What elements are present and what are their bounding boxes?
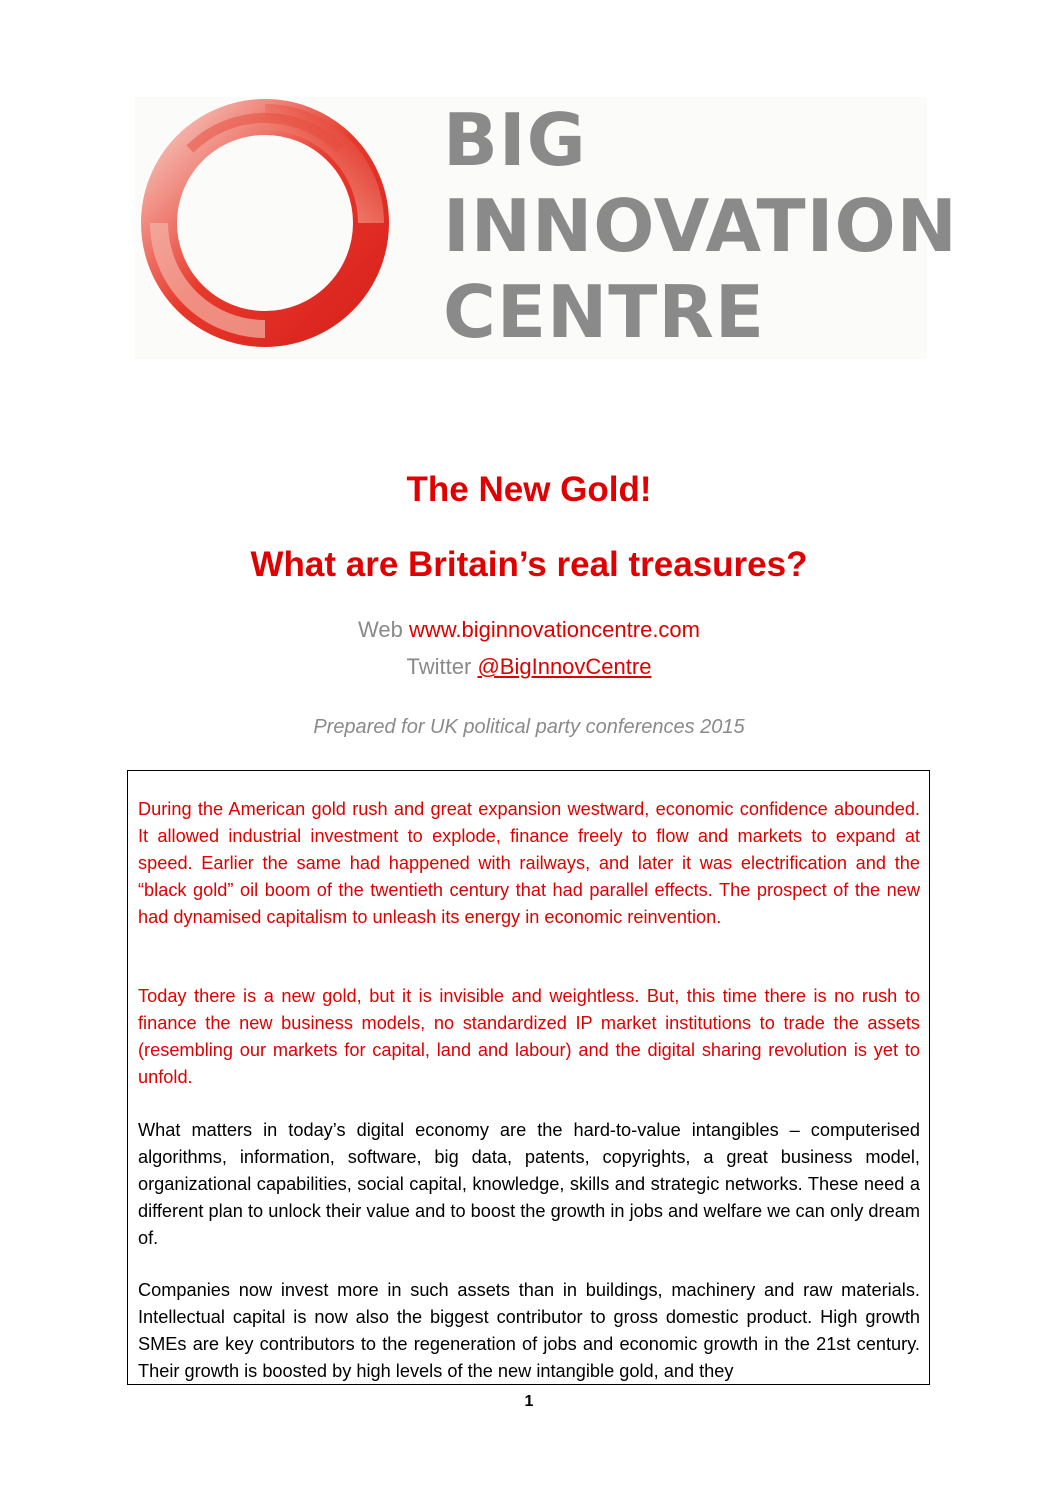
contact-web [0,617,1058,643]
web-url-link[interactable]: www.biginnovationcentre.com [408,617,700,642]
twitter-handle-link[interactable]: @BigInnovCentre [477,654,652,679]
logo-line-innovation: INNOVATION [443,184,958,268]
contact-twitter [0,654,1058,680]
summary-box [127,770,930,1385]
logo-wordmark [443,97,958,355]
title-line-1: The New Gold! [406,470,652,509]
title-line-2: What are Britain’s real treasures? [250,545,808,584]
logo [135,97,958,359]
web-label: Web [357,617,403,642]
summary-paragraph-3: What matters in today’s digital economy are the hard-to-value intangibles – computerised algorithms, information, software, big data, patents, copyrights, a great business model, organizational capabilities, social capital, knowledge, skills and strategic networks. These need a different plan to unlock their value and to boost the growth in jobs and welfare we can only dream of. [138,1120,920,1248]
twitter-label: Twitter [406,654,472,679]
logo-line-big: BIG [443,98,587,182]
logo-line-centre: CENTRE [443,270,766,354]
summary-paragraph-1: During the American gold rush and great expansion westward, economic confidence abounded. It allowed industrial investment to explode, finance freely to flow and markets to expand at speed. Earlier the same had happened with railways, and later it was electrification and the “black gold” oil boom of the twentieth century that had parallel effects. The prospect of the new had dynamised capitalism to unleash its energy in economic reinvention. [138,799,920,927]
summary-paragraph-2: Today there is a new gold, but it is invisible and weightless. But, this time there is no rush to finance the new business models, no standardized IP market institutions to trade the assets (resembling our markets for capital, land and labour) and the digital sharing revolution is yet to unfold. [138,986,920,1087]
page-number: 1 [524,1393,534,1410]
red-ring-logo-icon [135,97,435,359]
prepared-note: Prepared for UK political party conferences 2015 [313,716,745,738]
summary-paragraph-4: Companies now invest more in such assets than in buildings, machinery and raw materials. Intellectual capital is now also the biggest contributor to gross domestic product. High growth SMEs are key contributors to the regeneration of jobs and economic growth in the 21st century. Their growth is boosted by high levels of the new intangible gold, and they [138,1280,920,1381]
